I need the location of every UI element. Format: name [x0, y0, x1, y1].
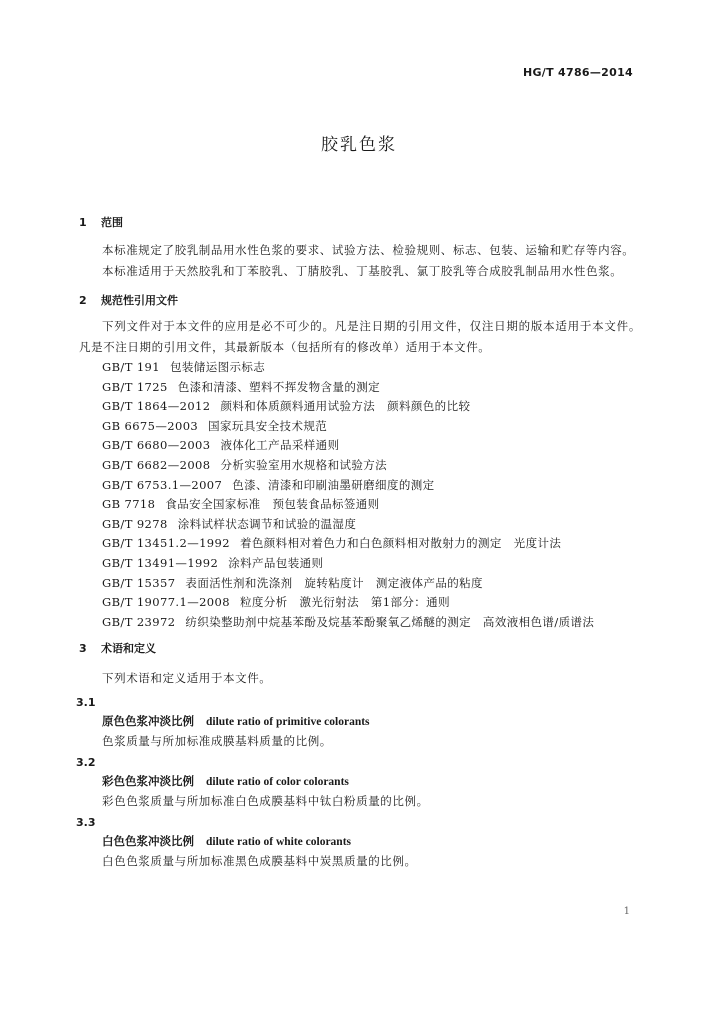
- reference-code: GB/T 191: [102, 360, 160, 374]
- page-number: 1: [623, 906, 630, 917]
- document-body: [76, 212, 641, 873]
- reference-title: 涂料产品包装通则: [228, 555, 324, 570]
- reference-title: 分析实验室用水规格和试验方法: [220, 457, 388, 472]
- paragraph: 下列文件对于本文件的应用是必不可少的。凡是注日期的引用文件，仅注日期的版本适用于本文件。凡是不注日期的引用文件，其最新版本（包括所有的修改单）适用于本文件。: [79, 319, 641, 354]
- reference-code: GB/T 15357: [102, 575, 176, 590]
- reference-item: [79, 436, 641, 456]
- reference-item: [79, 417, 641, 437]
- reference-title: 纺织染整助剂中烷基苯酚及烷基苯酚聚氧乙烯醚的测定 高效液相色谱/质谱法: [185, 614, 595, 629]
- reference-title: 粒度分析 激光衍射法 第1部分：通则: [239, 595, 450, 610]
- section-number: 1: [79, 216, 87, 229]
- reference-code: GB/T 6680—2003: [102, 438, 211, 453]
- reference-item: [79, 613, 641, 633]
- reference-item: [79, 554, 641, 574]
- reference-code: GB/T 1725: [102, 379, 168, 394]
- term-definition: 彩色色浆质量与所加标准白色成膜基料中钛白粉质量的比例。: [102, 794, 429, 809]
- reference-item: [79, 397, 641, 417]
- paragraph: 本标准适用于天然胶乳和丁苯胶乳、丁腈胶乳、丁基胶乳、氯丁胶乳等合成胶乳制品用水性色浆。: [102, 264, 623, 278]
- reference-code: GB/T 23972: [102, 614, 176, 629]
- section-number: 3: [79, 642, 87, 656]
- term-name-cn: 彩色色浆冲淡比例: [102, 774, 194, 789]
- term-name-en: dilute ratio of primitive colorants: [206, 716, 370, 729]
- reference-list: [79, 358, 641, 632]
- reference-title: 涂料试样状态调节和试验的温湿度: [177, 516, 357, 531]
- reference-item: [79, 495, 641, 515]
- term-definition: 白色色浆质量与所加标准黑色成膜基料中炭黑质量的比例。: [102, 854, 417, 869]
- reference-code: GB 6675—2003: [102, 418, 199, 433]
- term-name: [79, 712, 641, 732]
- section-heading-terms: [79, 638, 641, 660]
- reference-title: 色漆和清漆、塑料不挥发物含量的测定: [177, 379, 381, 394]
- reference-title: 色漆、清漆和印刷油墨研磨细度的测定: [232, 477, 435, 492]
- section-heading-scope: [79, 212, 641, 234]
- reference-title: 液体化工产品采样通则: [220, 438, 340, 453]
- reference-code: GB/T 13451.2—1992: [102, 536, 230, 551]
- term-name: [79, 772, 641, 792]
- section-title: 术语和定义: [101, 642, 156, 656]
- section-body-normative: [79, 316, 641, 632]
- reference-code: GB/T 1864—2012: [102, 399, 211, 414]
- reference-title: 包装储运图示标志: [170, 360, 266, 374]
- term-number: 3.2: [76, 756, 96, 770]
- section-title: 规范性引用文件: [101, 294, 178, 307]
- term-name-en: dilute ratio of white colorants: [206, 836, 352, 849]
- term-number: 3.1: [76, 696, 96, 710]
- standard-code: HG/T 4786—2014: [522, 66, 633, 79]
- reference-code: GB/T 13491—1992: [102, 555, 219, 570]
- reference-code: GB/T 19077.1—2008: [102, 595, 230, 610]
- reference-item: [79, 515, 641, 535]
- reference-item: [79, 593, 641, 613]
- section-title: 范围: [101, 216, 123, 229]
- reference-item: [79, 534, 641, 554]
- term-entry: [76, 813, 641, 871]
- reference-item: [79, 574, 641, 594]
- term-name-en: dilute ratio of color colorants: [206, 776, 349, 789]
- reference-code: GB/T 9278: [102, 516, 168, 531]
- reference-title: 着色颜料相对着色力和白色颜料相对散射力的测定 光度计法: [239, 536, 562, 551]
- term-entry: [76, 693, 641, 751]
- term-name: [79, 832, 641, 852]
- reference-code: GB 7718: [102, 497, 156, 512]
- reference-code: GB/T 6753.1—2007: [102, 477, 223, 492]
- reference-item: [79, 378, 641, 398]
- reference-title: 表面活性剂和洗涤剂 旋转粘度计 测定液体产品的粘度: [185, 575, 483, 590]
- term-number: 3.3: [76, 816, 96, 830]
- section-body-terms: [79, 668, 641, 689]
- term-entry: [76, 753, 641, 811]
- document-title: 胶乳色浆: [321, 135, 397, 155]
- reference-title: 颜料和体质颜料通用试验方法 颜料颜色的比较: [220, 399, 471, 414]
- reference-item: [79, 358, 641, 378]
- reference-title: 食品安全国家标准 预包装食品标签通则: [165, 497, 380, 512]
- term-name-cn: 原色色浆冲淡比例: [102, 714, 194, 729]
- reference-item: [79, 456, 641, 476]
- reference-title: 国家玩具安全技术规范: [208, 418, 328, 433]
- term-name-cn: 白色色浆冲淡比例: [102, 834, 194, 849]
- section-number: 2: [79, 294, 87, 307]
- paragraph: 本标准规定了胶乳制品用水性色浆的要求、试验方法、检验规则、标志、包装、运输和贮存等内容。: [102, 243, 635, 257]
- section-heading-normative: [79, 290, 641, 312]
- reference-code: GB/T 6682—2008: [102, 457, 211, 472]
- paragraph: 下列术语和定义适用于本文件。: [102, 671, 272, 686]
- term-definition: 色浆质量与所加标准成膜基料质量的比例。: [102, 734, 332, 749]
- section-body-scope: [79, 240, 641, 282]
- reference-item: [79, 476, 641, 496]
